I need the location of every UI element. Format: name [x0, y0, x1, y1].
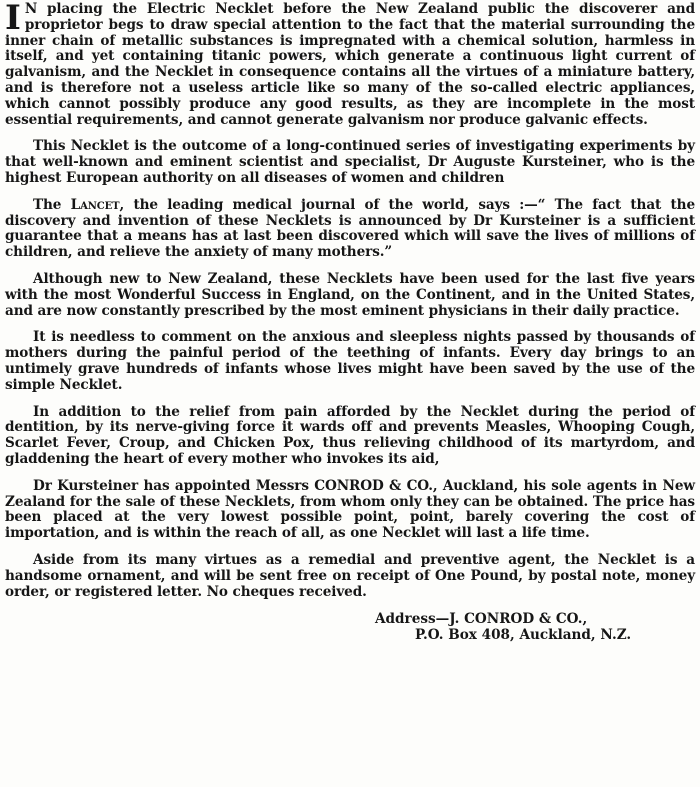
intro-text: N placing the Electric Necklet before the New Zealand public the discoverer and proprietor begs to draw special attention to the fact that the material surrounding the inner chain of metallic substances is impregnated with a chemical solution, harmless in itself, and yet containing titanic powers, which generate a continuous light current of galvanism, and the Necklet in consequence contains all the virtues of a miniature battery, and is therefore not a useless article like so many of the so-called electric appliances, which cannot possibly produce any good results, as they are incomplete in the most essential requirements, and cannot generate galvanism nor produce galvanic effects.	[5, 1, 695, 128]
lancet-title: Lancet	[70, 196, 120, 213]
paragraph-success: Although new to New Zealand, these Necklets have been used for the last five years with the most Wonderful Success in England, on the Continent, and in the United States, and are now constantly prescribed by the most eminent physicians in their daily practice.	[5, 270, 695, 319]
address-line-1: Address—J. CONROD & CO.,	[375, 611, 588, 628]
paragraph-lancet-quote	[5, 198, 695, 261]
paragraph-intro	[5, 2, 695, 128]
address-line-2: P.O. Box 408, Auckland, N.Z.	[415, 627, 632, 644]
address-block	[5, 611, 695, 643]
lancet-quote: , the leading medical journal of the world, says :—“ The fact that the discovery and invention of these Necklets is announced by Dr Kursteiner is a sufficient guarantee that a means has at last been discovered which will save the lives of millions of children, and relieve the anxiety of many mothers.”	[5, 196, 695, 261]
paragraph-ornament: Aside from its many virtues as a remedial and preventive agent, the Necklet is a handsome ornament, and will be sent free on receipt of One Pound, by postal note, money order, or registered letter. No cheques received.	[5, 551, 695, 600]
paragraph-agents: Dr Kursteiner has appointed Messrs CONROD & CO., Auckland, his sole agents in New Zealand for the sale of these Necklets, from whom only they can be obtained. The price has been placed at the very lowest possible point, point, barely covering the cost of importation, and is within the reach of all, as one Necklet will last a life time.	[5, 477, 695, 542]
drop-cap: I	[5, 0, 21, 38]
lancet-pre: The	[33, 196, 71, 213]
paragraph-relief: In addition to the relief from pain afforded by the Necklet during the period of dentition, by its nerve-giving force it wards off and prevents Measles, Whooping Cough, Scarlet Fever, Croup, and Chicken Pox, thus relieving childhood of its martyrdom, and gladdening the heart of every mother who invokes its aid,	[5, 403, 695, 467]
paragraph-teething: It is needless to comment on the anxious and sleepless nights passed by thousands of mothers during the painful period of the teething of infants. Every day brings to an untimely grave hundreds of infants whose lives might have been saved by the use of the simple Necklet.	[5, 329, 695, 393]
paragraph-origin: This Necklet is the outcome of a long-continued series of investigating experiments by that well-known and eminent scientist and specialist, Dr Auguste Kursteiner, who is the highest European authority on all diseases of women and children	[5, 138, 695, 186]
